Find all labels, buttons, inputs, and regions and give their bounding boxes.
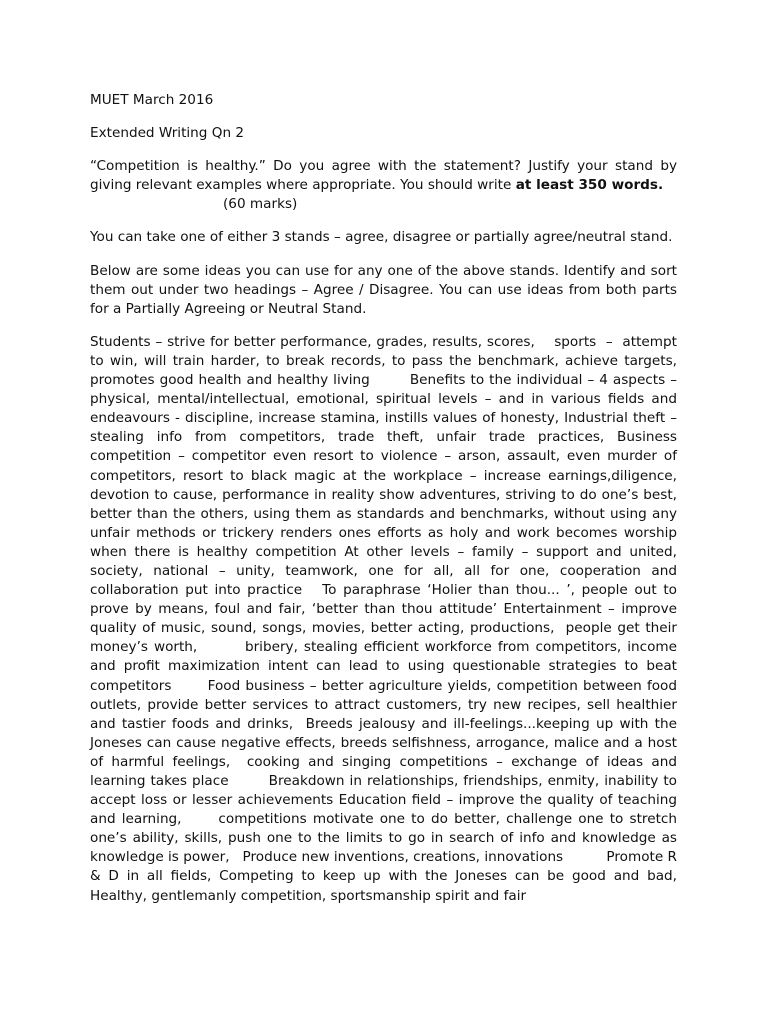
question-text: “Competition is healthy.” Do you agree with the statement? Justify your stand by giving relevant examples where appropriate. You should write (90, 158, 677, 194)
word-count-emphasis: at least 350 words. (515, 177, 664, 194)
document-subtitle: Extended Writing Qn 2 (90, 125, 245, 142)
marks-label: (60 marks) (223, 196, 298, 213)
instructions-paragraph: Below are some ideas you can use for any one of the above stands. Identify and sort them out under two headings – Agree / Disagree. You can use ideas from both parts for a Partially Agreeing or Neutral Stand. (90, 262, 677, 317)
stands-paragraph: You can take one of either 3 stands – agree, disagree or partially agree/neutral stand. (90, 229, 673, 246)
question-paragraph (90, 157, 677, 214)
ideas-paragraph: Students – strive for better performance, grades, results, scores, sports – attempt to win, will train harder, to break records, to pass the benchmark, achieve targets, promotes good health and healthy living Benefits to the individual – 4 aspects – physical, mental/intellectual, emotional, spiritual levels – and in various fields and endeavours - discipline, increase stamina, instills values of honesty, Industrial theft – stealing info from competitors, trade theft, unfair trade practices, Business competition – competitor even resort to violence – arson, assault, even murder of competitors, resort to black magic at the workplace – increase earnings,diligence, devotion to cause, performance in reality show adventures, striving to do one’s best, better than the others, using them as standards and benchmarks, without using any unfair methods or trickery renders ones efforts as holy and work becomes worship when there is healthy competition At other levels – family – support and united, society, national – unity, teamwork, one for all, all for one, cooperation and collaboration put into practice To paraphrase ‘Holier than thou... ’, people out to prove by means, foul and fair, ‘better than thou attitude’ Entertainment – improve quality of music, sound, songs, movies, better acting, productions, people get their money’s worth, bribery, stealing efficient workforce from competitors, income and profit maximization intent can lead to using questionable strategies to beat competitors Food business – better agriculture yields, competition between food outlets, provide better services to attract customers, try new recipes, sell healthier and tastier foods and drinks, Breeds jealousy and ill-feelings...keeping up with the Joneses can cause negative effects, breeds selfishness, arrogance, malice and a host of harmful feelings, cooking and singing competitions – exchange of ideas and learning takes place Breakdown in relationships, friendships, enmity, inability to accept loss or lesser achievements Education field – improve the quality of teaching and learning, competitions motivate one to do better, challenge one to stretch one’s ability, skills, push one to the limits to go in search of info and knowledge as knowledge is power, Produce new inventions, creations, innovations Promote R & D in all fields, Competing to keep up with the Joneses can be good and bad, Healthy, gentlemanly competition, sportsmanship spirit and fair (90, 333, 712, 904)
document-title: MUET March 2016 (90, 92, 214, 108)
document-page (90, 91, 712, 920)
